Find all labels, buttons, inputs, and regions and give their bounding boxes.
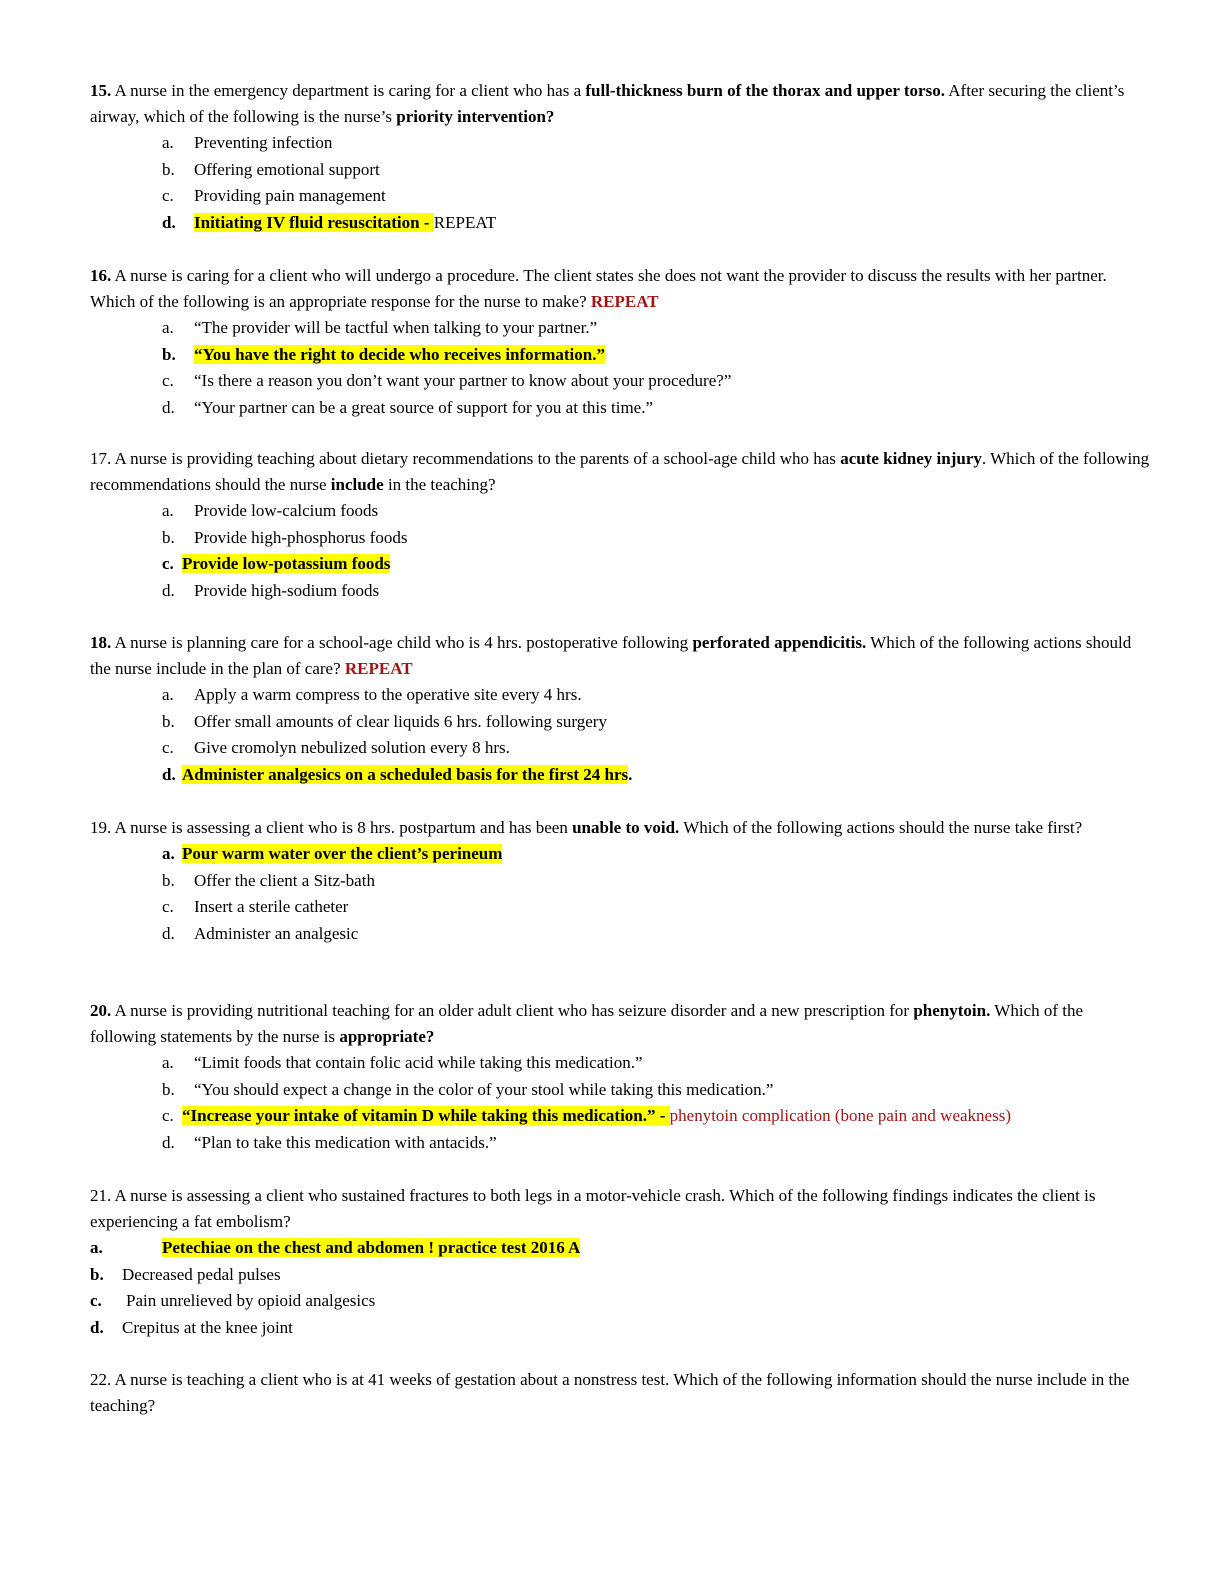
- question-number: 17.: [90, 449, 112, 468]
- option-a[interactable]: a. Preventing infection: [162, 133, 333, 152]
- question-stem: 18. A nurse is planning care for a school-age child who is 4 hrs. postoperative following perforated appendicitis. Which of the following actions should the nurse include in the plan of care? REPEAT: [90, 633, 1132, 678]
- question-stem: 22. A nurse is teaching a client who is at 41 weeks of gestation about a nonstress test. Which of the following information should the nurse include in the teaching?: [90, 1370, 1130, 1415]
- option-c[interactable]: c. Providing pain management: [162, 186, 386, 205]
- question-stem: 16. A nurse is caring for a client who will undergo a procedure. The client states she does not want the provider to discuss the results with her partner. Which of the following is an appropriate response for the nurse to make? REPEAT: [90, 266, 1107, 311]
- question-20: [90, 998, 1150, 1156]
- repeat-note: REPEAT: [433, 212, 497, 232]
- option-b[interactable]: b. Offer small amounts of clear liquids 6 hrs. following surgery: [162, 711, 607, 731]
- option-b[interactable]: b. “You should expect a change in the color of your stool while taking this medication.”: [162, 1079, 774, 1099]
- option-d[interactable]: d. Provide high-sodium foods: [162, 580, 380, 600]
- option-d-correct[interactable]: d. Initiating IV fluid resuscitation - REPEAT: [162, 212, 497, 232]
- correct-answer-highlight: Pour warm water over the client’s perineum: [182, 844, 503, 863]
- question-number: 18.: [90, 633, 112, 652]
- answer-options: [90, 498, 1150, 604]
- option-d[interactable]: d. “Your partner can be a great source of support for you at this time.”: [162, 397, 654, 417]
- answer-options: [90, 1235, 1150, 1341]
- correct-answer-highlight: Petechiae on the chest and abdomen ! practice test 2016 A: [162, 1238, 581, 1257]
- question-19: [90, 815, 1150, 947]
- question-stem: 19. A nurse is assessing a client who is 8 hrs. postpartum and has been unable to void. Which of the following actions should the nurse take first?: [90, 818, 1083, 837]
- option-a[interactable]: a. Apply a warm compress to the operative site every 4 hrs.: [162, 685, 582, 704]
- question-number: 22.: [90, 1370, 112, 1389]
- correct-answer-highlight: “You have the right to decide who receives information.”: [194, 344, 605, 364]
- option-a-correct[interactable]: a. Petechiae on the chest and abdomen ! practice test 2016 A: [90, 1238, 581, 1257]
- option-d[interactable]: d. “Plan to take this medication with antacids.”: [162, 1132, 497, 1152]
- option-a[interactable]: a. “Limit foods that contain folic acid while taking this medication.”: [162, 1053, 643, 1072]
- answer-options: [90, 130, 1150, 236]
- option-a-correct[interactable]: a. Pour warm water over the client’s perineum: [162, 844, 503, 863]
- question-number: 16.: [90, 266, 112, 285]
- option-b[interactable]: b. Decreased pedal pulses: [90, 1264, 281, 1284]
- correct-answer-highlight: “Increase your intake of vitamin D while taking this medication.” -: [182, 1106, 670, 1125]
- question-stem: 21. A nurse is assessing a client who sustained fractures to both legs in a motor-vehicle crash. Which of the following findings indicates the client is experiencing a fat embolism?: [90, 1186, 1096, 1231]
- answer-options: [90, 682, 1150, 788]
- option-d[interactable]: d. Crepitus at the knee joint: [90, 1317, 293, 1337]
- option-b[interactable]: b. Offer the client a Sitz-bath: [162, 870, 375, 890]
- question-number: 20.: [90, 1001, 112, 1020]
- option-b-correct[interactable]: b. “You have the right to decide who receives information.”: [162, 344, 605, 364]
- option-c[interactable]: c. “Is there a reason you don’t want your partner to know about your procedure?”: [162, 371, 732, 390]
- answer-options: [90, 315, 1150, 421]
- question-22: [90, 1367, 1150, 1419]
- option-a[interactable]: a. Provide low-calcium foods: [162, 501, 379, 520]
- question-16: [90, 263, 1150, 421]
- correct-answer-highlight: Provide low-potassium foods: [182, 554, 391, 573]
- option-c[interactable]: c. Pain unrelieved by opioid analgesics: [90, 1291, 376, 1310]
- question-stem: 15. A nurse in the emergency department is caring for a client who has a full-thickness burn of the thorax and upper torso. After securing the client’s airway, which of the following is the nurse’s priority intervention?: [90, 81, 1125, 126]
- option-c-correct[interactable]: c. Provide low-potassium foods: [162, 554, 391, 573]
- answer-rationale-note: phenytoin complication (bone pain and weakness): [669, 1106, 1011, 1125]
- question-stem: 17. A nurse is providing teaching about dietary recommendations to the parents of a school-age child who has acute kidney injury. Which of the following recommendations should the nurse include in the teaching?: [90, 449, 1150, 494]
- question-number: 21.: [90, 1186, 112, 1205]
- correct-answer-highlight: Administer analgesics on a scheduled basis for the first 24 hrs: [182, 764, 629, 784]
- question-17: [90, 446, 1150, 604]
- question-number: 15.: [90, 81, 112, 100]
- repeat-note: REPEAT: [590, 292, 659, 311]
- option-d-correct[interactable]: d. Administer analgesics on a scheduled basis for the first 24 hrs.: [162, 764, 633, 784]
- option-b[interactable]: b. Offering emotional support: [162, 159, 380, 179]
- option-a[interactable]: a. “The provider will be tactful when talking to your partner.”: [162, 318, 598, 337]
- correct-answer-highlight: Initiating IV fluid resuscitation -: [194, 212, 434, 232]
- repeat-note: REPEAT: [344, 659, 413, 678]
- question-stem: 20. A nurse is providing nutritional teaching for an older adult client who has seizure disorder and a new prescription for phenytoin. Which of the following statements by the nurse is appropriate?: [90, 1001, 1084, 1046]
- option-d[interactable]: d. Administer an analgesic: [162, 923, 359, 943]
- option-c[interactable]: c. Give cromolyn nebulized solution every 8 hrs.: [162, 738, 510, 757]
- question-21: [90, 1183, 1150, 1341]
- question-15: [90, 78, 1150, 236]
- question-18: [90, 630, 1150, 788]
- option-b[interactable]: b. Provide high-phosphorus foods: [162, 527, 408, 547]
- option-c[interactable]: c. Insert a sterile catheter: [162, 897, 349, 916]
- option-c-correct[interactable]: c. “Increase your intake of vitamin D while taking this medication.” - phenytoin complication (bone pain and weakness): [162, 1106, 1011, 1125]
- answer-options: [90, 1050, 1150, 1156]
- question-number: 19.: [90, 818, 112, 837]
- answer-options: [90, 841, 1150, 947]
